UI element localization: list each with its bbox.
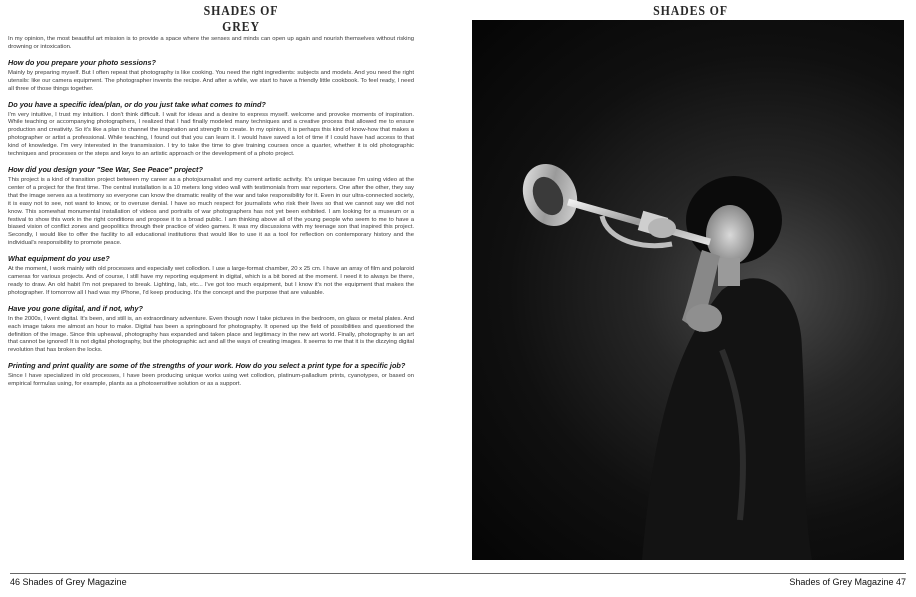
question-heading: Printing and print quality are some of the strengths of your work. How do you select a print type for a specific job? (8, 361, 406, 371)
body-shape (642, 278, 812, 560)
intro-paragraph: In my opinion, the most beautiful art mission is to provide a space where the senses and minds can open up again and nourish themselves without risking drowning or intoxication. (8, 36, 414, 50)
answer-paragraph: In the 2000s, I went digital. It's been, and still is, an extraordinary adventure. Even though now I take pictures in the bedroom, on glass or metal plates. And each image takes me almost an hour to make. Digital has been a springboard for photography. It opened up the field of possibilities and questioned the definition of the image. Since this upheaval, photography has expanded and taken place and legitimacy in the new art world. Finally, photography is an art that cannot be ignored! It is not digital photography, but the photographic act and all the ways of creating images. It seems to me that it is the dizzying digital revolution that has broken the locks. (8, 315, 414, 354)
question-heading: How did you design your "See War, See Peace" project? (8, 164, 203, 174)
footer-divider (10, 573, 906, 574)
answer-paragraph: Mainly by preparing myself. But I often repeat that photography is like cooking. You need the right ingredients: subjects and models. And you need the right utensils: like our camera equipment. The photographer invents the recipe. And after a while, we start to have a friendly little cookbook. To feel ready, I need all three of those things together. (8, 69, 414, 92)
answer-paragraph: This project is a kind of transition project between my career as a photojournalist and my current artistic activity. It's unique because I'm using video at the center of a project for the first time. The central installation is a 10 meters long video wall with testimonials from war reporters. One after the other, they say that the image serves as a testimony so everyone can know the dramatic reality of the war and take responsibility for it. Even in our ultra-connected society, it is easy not to see, not want to know, or to overuse denial. I have so much respect for journalists who risk their lives so that we cannot say we did not know. This somewhat monumental installation of videos and portraits of war photographers has not yet been exhibited. I am looking for a museum or a festival to show this work in the right conditions and propose it to a broad public. I am thinking above all of the young people who seem to me to have a biased vision of conflict zones and geopolitics through their practice of video games. It was my discussions with my teenage son that inspired this project. Secondly, I would like to offer the facility to all educational institutions that would like to use it as a tool for reflection on contemporary history and the individual's responsibility to promote peace. (8, 176, 414, 247)
neck-shape (718, 258, 740, 286)
question-heading: What equipment do you use? (8, 254, 110, 264)
footer-page-left: 46 Shades of Grey Magazine (10, 577, 127, 587)
answer-paragraph: I'm very intuitive, I trust my intuition. I don't think difficult. I wait for ideas and a desire to express myself. welcome and provoke moments of inspiration. While teaching or accompanying photographers, I realized that I had finally modeled many techniques and a creative process that allowed me to ensure production and creativity. So it's like a plan to channel the inspiration and strength to create. In my opinion, it is perhaps this kind of know-how that makes a photographer or artist a professional. While teaching, I found out that you can learn it. I would have saved a lot of time if I could have had access to that kind of knowledge. I'm very interested in the transmission. I try to take the time to give training courses once a quarter, whether it is old photographic techniques and processes or the steps and keys to an artistic approach or the development of a photo project. (8, 111, 414, 158)
question-heading: Have you gone digital, and if not, why? (8, 303, 143, 313)
photo-illustration (472, 20, 904, 560)
hand-shape (648, 218, 676, 238)
trumpet-player-photo (472, 20, 904, 560)
question-heading: How do you prepare your photo sessions? (8, 57, 156, 67)
answer-paragraph: Since I have specialized in old processes, I have been producing unique works using wet collodion, platinum-palladium prints, cyanotypes, or based on empirical formulas using, for example, plants as a photosensitive solution or as a support. (8, 373, 414, 388)
interview-article (8, 36, 414, 395)
masthead-left: SHADES OF GREY (203, 4, 279, 35)
footer-page-right: Shades of Grey Magazine 47 (789, 577, 906, 587)
answer-paragraph: At the moment, I work mainly with old processes and especially wet collodion. I use a large-format chamber, 20 x 25 cm. I have an array of film and polaroid cameras for various projects. And of course, I still have my reporting equipment in digital, which is a bit bored at the moment. I need it to always be there, ready to draw. An old habit I'm not prepared to break. Lighting, lab, etc... I've got too much equipment, but I know it's not the equipment that makes the photographer. If tomorrow all I had was my iPhone, I'd keep producing. It's the concept and the purpose that are valuable. (8, 266, 414, 296)
question-heading: Do you have a specific idea/plan, or do you just take what comes to mind? (8, 99, 266, 109)
lower-hand-shape (686, 304, 722, 332)
masthead-right: SHADES OF (653, 4, 728, 19)
